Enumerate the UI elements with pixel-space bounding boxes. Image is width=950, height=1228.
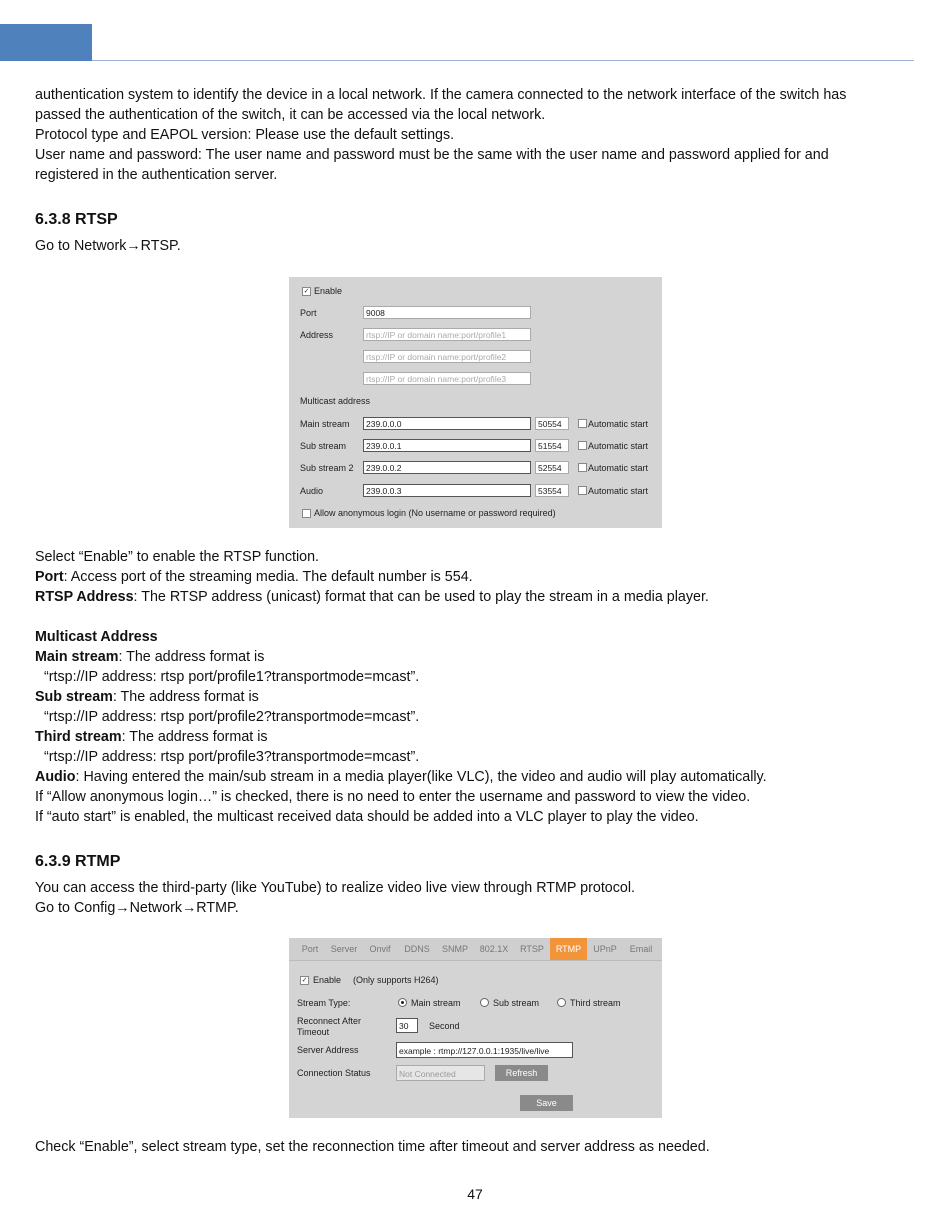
main-stream-option: Main stream bbox=[411, 998, 461, 1008]
sub-stream-label: Sub stream bbox=[300, 441, 347, 451]
reconnect-label-2: Timeout bbox=[297, 1027, 330, 1037]
enable-checkbox[interactable]: ✓ bbox=[303, 288, 310, 295]
tab-email[interactable]: Email bbox=[629, 944, 653, 954]
third-stream-desc: Third stream: The address format is bbox=[35, 729, 268, 745]
header-rule bbox=[92, 60, 914, 61]
tab-port[interactable]: Port bbox=[301, 944, 319, 954]
sub-stream-option: Sub stream bbox=[493, 998, 540, 1008]
audio-ip-input[interactable]: 239.0.0.3 bbox=[363, 484, 531, 497]
multicast-label: Multicast address bbox=[300, 396, 371, 406]
audio-label: Audio bbox=[300, 486, 324, 496]
rtsp-nav: Go to Network→RTSP. bbox=[35, 238, 181, 254]
rtmp-heading: 6.3.9 RTMP bbox=[35, 853, 121, 870]
stream-type-label: Stream Type: bbox=[297, 998, 351, 1008]
tab-upnp[interactable]: UPnP bbox=[593, 944, 617, 954]
anonymous-login-label: Allow anonymous login (No username or password required) bbox=[314, 508, 556, 518]
tab-server[interactable]: Server bbox=[330, 944, 358, 954]
port-input[interactable]: 9008 bbox=[363, 306, 531, 319]
rtmp-intro: You can access the third-party (like YouTube) to realize video live view through RTMP protocol. bbox=[35, 880, 635, 896]
intro-line-5: registered in the authentication server. bbox=[35, 167, 278, 183]
rtsp-address-desc: RTSP Address: The RTSP address (unicast) format that can be used to play the stream in a media player. bbox=[35, 589, 709, 605]
main-stream-auto-checkbox[interactable] bbox=[578, 419, 587, 428]
audio-auto-checkbox[interactable] bbox=[578, 486, 587, 495]
main-stream-desc: Main stream: The address format is bbox=[35, 649, 265, 665]
main-stream-format: “rtsp://IP address: rtsp port/profile1?transportmode=mcast”. bbox=[44, 669, 420, 685]
audio-desc: Audio: Having entered the main/sub stream in a media player(like VLC), the video and audio will play automatically. bbox=[35, 769, 767, 785]
reconnect-input[interactable]: 30 bbox=[396, 1018, 418, 1033]
connection-status-field: Not Connected bbox=[396, 1065, 485, 1081]
address-input-1[interactable]: rtsp://IP or domain name:port/profile1 bbox=[363, 328, 531, 341]
page-number: 47 bbox=[467, 1186, 483, 1202]
sub-stream-desc: Sub stream: The address format is bbox=[35, 689, 259, 705]
rtmp-enable-note: (Only supports H264) bbox=[353, 975, 439, 985]
sub-stream-format: “rtsp://IP address: rtsp port/profile2?transportmode=mcast”. bbox=[44, 709, 420, 725]
rtmp-closing-text: Check “Enable”, select stream type, set the reconnection time after timeout and server address as needed. bbox=[35, 1139, 710, 1155]
intro-line-3: Protocol type and EAPOL version: Please use the default settings. bbox=[35, 127, 455, 143]
save-button[interactable]: Save bbox=[520, 1095, 573, 1111]
sub-stream-2-label: Sub stream 2 bbox=[300, 463, 354, 473]
sub-stream-2-ip-input[interactable]: 239.0.0.2 bbox=[363, 461, 531, 474]
tab-ddns[interactable]: DDNS bbox=[404, 944, 430, 954]
tab-rtsp[interactable]: RTSP bbox=[520, 944, 544, 954]
multicast-heading: Multicast Address bbox=[35, 629, 158, 645]
rtmp-nav: Go to Config→Network→RTMP. bbox=[35, 900, 239, 916]
main-stream-port-input[interactable]: 50554 bbox=[535, 417, 569, 430]
enable-label: Enable bbox=[314, 286, 343, 296]
anonymous-note: If “Allow anonymous login…” is checked, there is no need to enter the username and password to view the video. bbox=[35, 789, 751, 805]
audio-auto-label: Automatic start bbox=[588, 486, 649, 496]
server-address-input[interactable]: example : rtmp://127.0.0.1:1935/live/live bbox=[396, 1042, 573, 1058]
sub-stream-2-auto-label: Automatic start bbox=[588, 463, 649, 473]
sub-stream-port-input[interactable]: 51554 bbox=[535, 439, 569, 452]
sub-stream-2-port-input[interactable]: 52554 bbox=[535, 461, 569, 474]
reconnect-label-1: Reconnect After bbox=[297, 1016, 362, 1026]
sub-stream-ip-input[interactable]: 239.0.0.1 bbox=[363, 439, 531, 452]
port-label: Port bbox=[300, 308, 317, 318]
tab-8021x[interactable]: 802.1X bbox=[479, 944, 509, 954]
rtmp-settings-panel bbox=[289, 938, 662, 1118]
address-input-3[interactable]: rtsp://IP or domain name:port/profile3 bbox=[363, 372, 531, 385]
refresh-button[interactable]: Refresh bbox=[495, 1065, 548, 1081]
third-stream-radio[interactable] bbox=[557, 998, 566, 1007]
sub-stream-radio[interactable] bbox=[480, 998, 489, 1007]
intro-line-4: User name and password: The user name and password must be the same with the user name and password applied for and bbox=[35, 147, 829, 163]
tab-rtmp[interactable]: RTMP bbox=[550, 938, 587, 960]
address-label: Address bbox=[300, 330, 334, 340]
server-address-label: Server Address bbox=[297, 1045, 359, 1055]
main-stream-radio[interactable] bbox=[398, 998, 407, 1007]
third-stream-format: “rtsp://IP address: rtsp port/profile3?transportmode=mcast”. bbox=[44, 749, 420, 765]
intro-line-2: passed the authentication of the switch, it can be accessed via the local network. bbox=[35, 107, 546, 123]
rtmp-enable-checkbox[interactable]: ✓ bbox=[301, 977, 308, 984]
rtmp-enable-label: Enable bbox=[313, 975, 342, 985]
connection-status-label: Connection Status bbox=[297, 1068, 371, 1078]
main-stream-auto-label: Automatic start bbox=[588, 419, 649, 429]
select-enable-text: Select “Enable” to enable the RTSP function. bbox=[35, 549, 319, 565]
audio-port-input[interactable]: 53554 bbox=[535, 484, 569, 497]
sub-stream-auto-checkbox[interactable] bbox=[578, 441, 587, 450]
main-stream-label: Main stream bbox=[300, 419, 350, 429]
header-color-block bbox=[0, 24, 92, 61]
reconnect-unit: Second bbox=[429, 1021, 460, 1031]
sub-stream-2-auto-checkbox[interactable] bbox=[578, 463, 587, 472]
port-desc: Port: Access port of the streaming media. The default number is 554. bbox=[35, 569, 473, 585]
intro-line-1: authentication system to identify the device in a local network. If the camera connected to the network interface of the switch has bbox=[35, 87, 847, 103]
address-input-2[interactable]: rtsp://IP or domain name:port/profile2 bbox=[363, 350, 531, 363]
auto-start-note: If “auto start” is enabled, the multicast received data should be added into a VLC player to play the video. bbox=[35, 809, 699, 825]
rtsp-heading: 6.3.8 RTSP bbox=[35, 211, 118, 228]
sub-stream-auto-label: Automatic start bbox=[588, 441, 649, 451]
third-stream-option: Third stream bbox=[570, 998, 621, 1008]
main-stream-ip-input[interactable]: 239.0.0.0 bbox=[363, 417, 531, 430]
rtsp-settings-panel bbox=[289, 277, 662, 528]
tab-snmp[interactable]: SNMP bbox=[441, 944, 468, 954]
network-tabs bbox=[289, 938, 662, 961]
anonymous-login-checkbox[interactable] bbox=[302, 509, 311, 518]
tab-onvif[interactable]: Onvif bbox=[369, 944, 391, 954]
